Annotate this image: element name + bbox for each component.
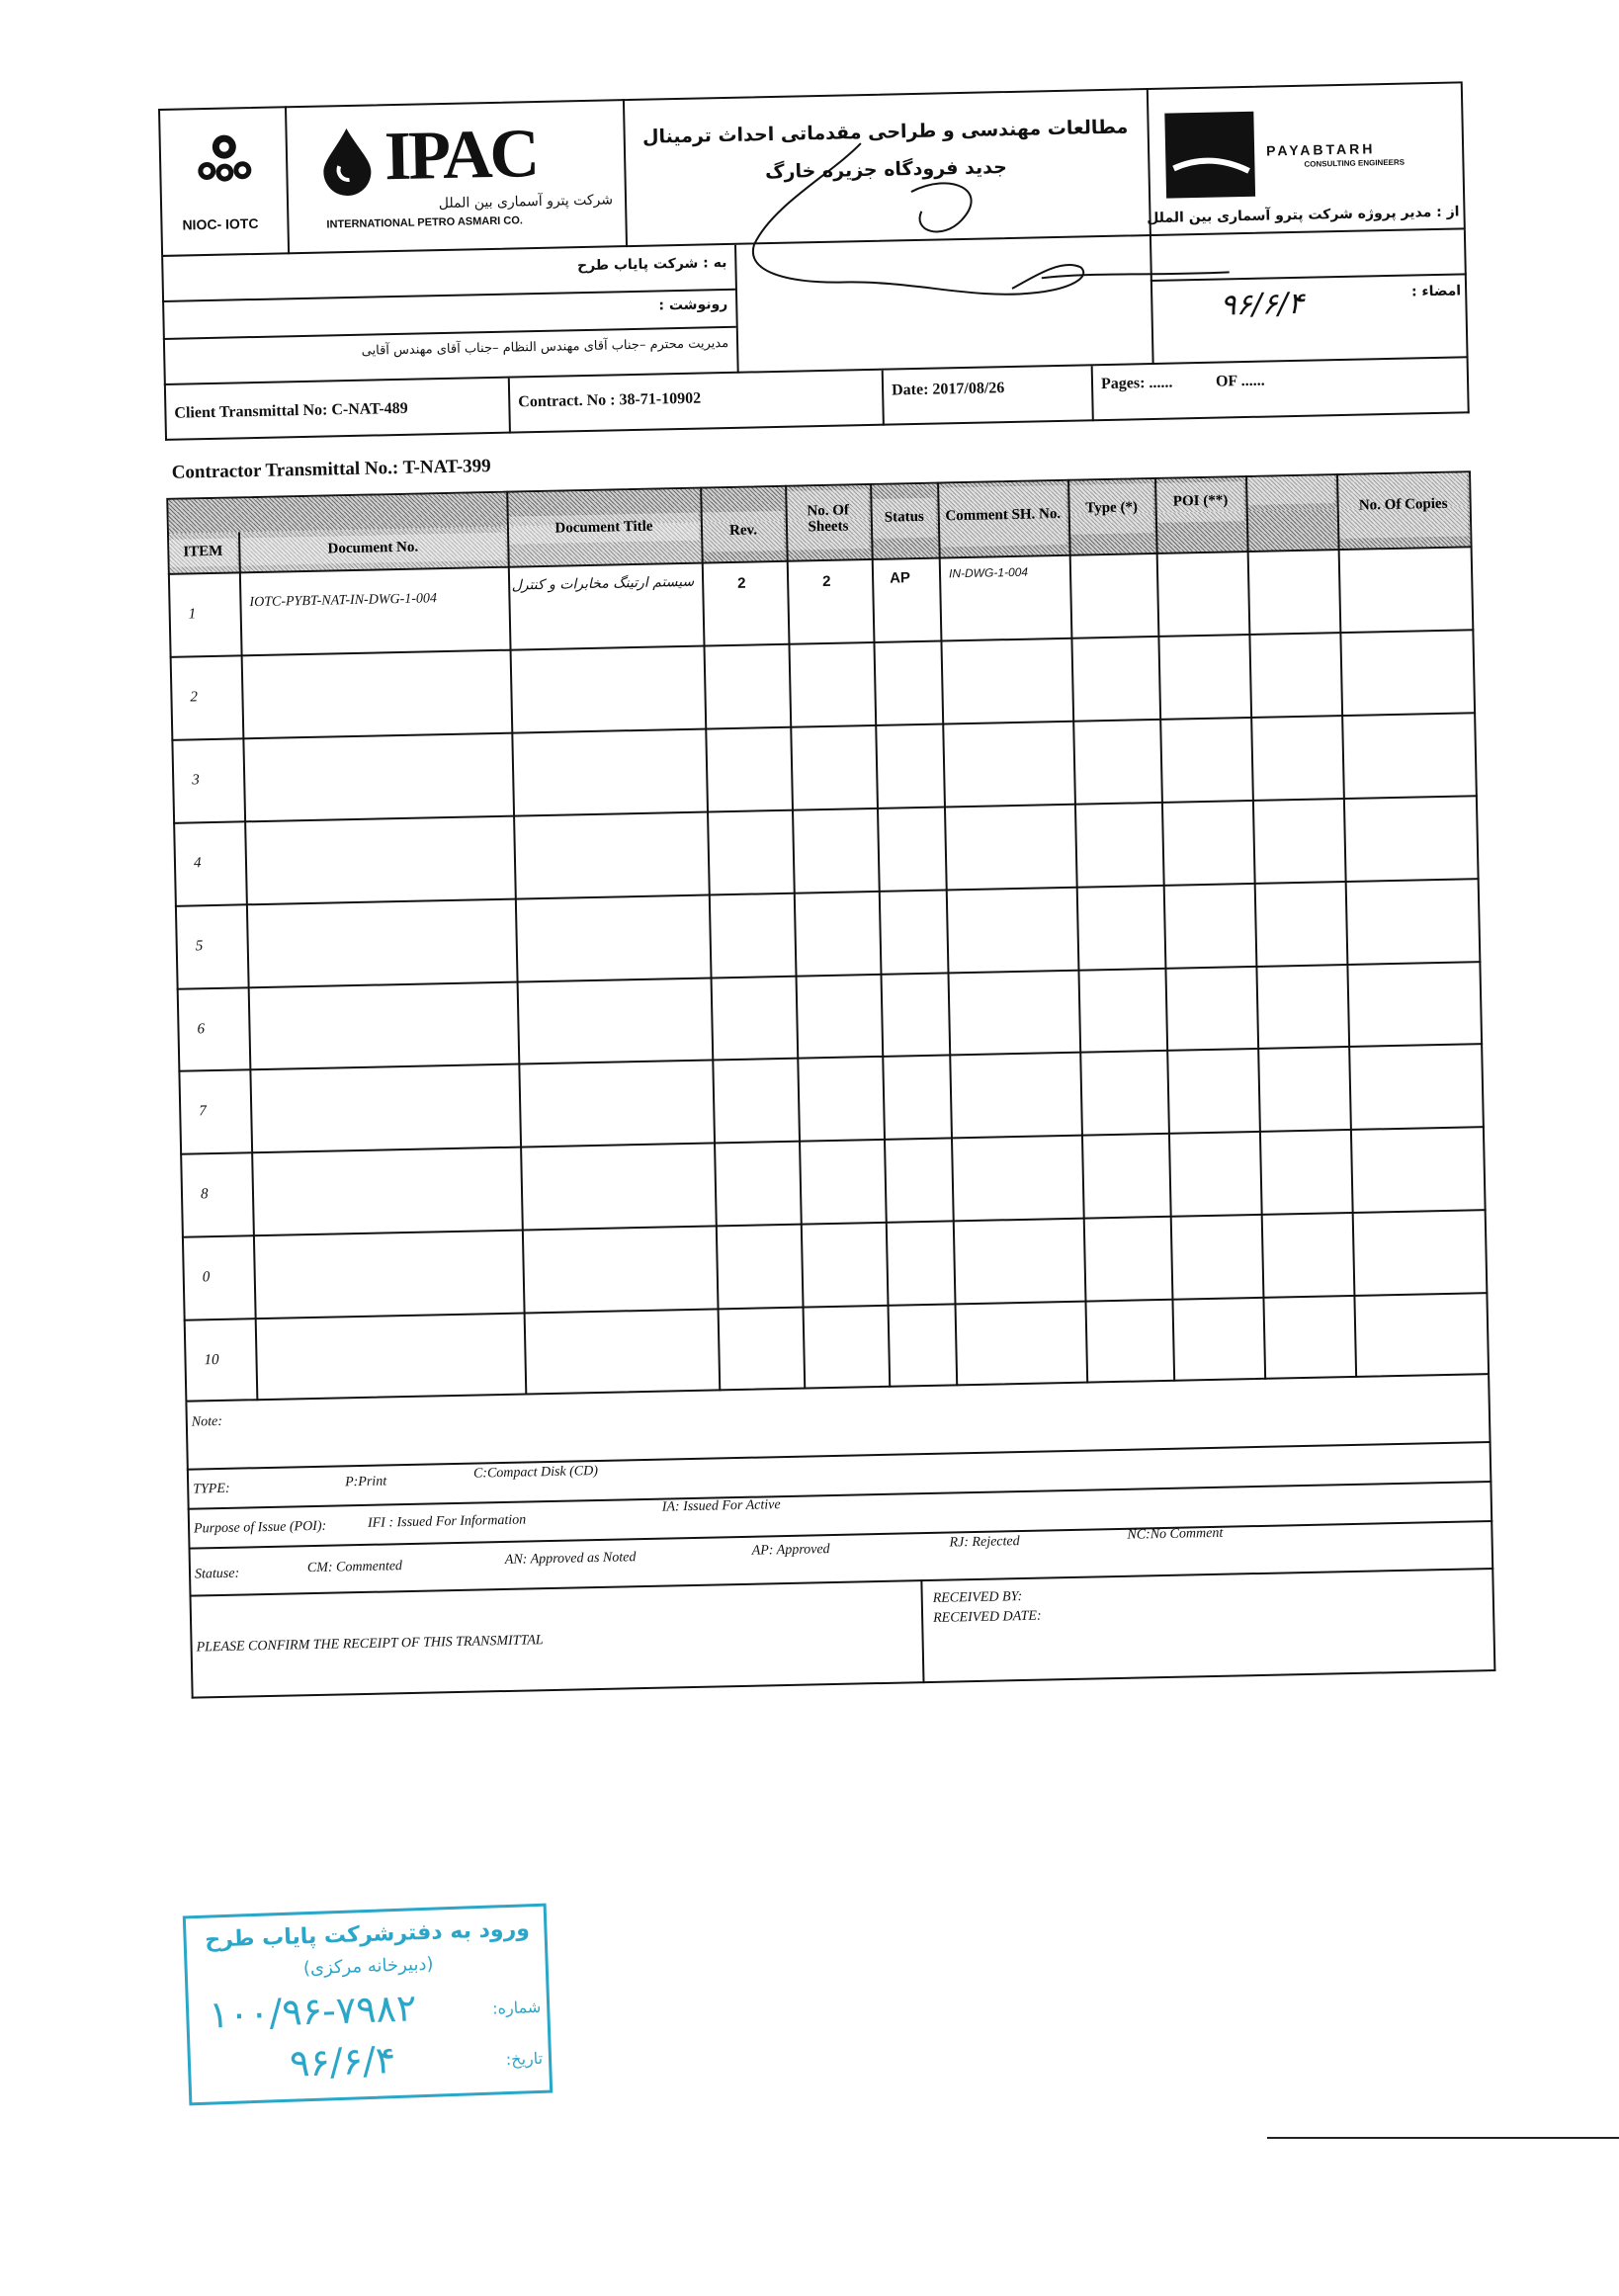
item-cell: 0 (202, 1269, 211, 1286)
type-cd: C:Compact Disk (CD) (472, 1463, 599, 1482)
contract-no: Contract. No : 38-71-10902 (518, 389, 702, 411)
item-cell: 4 (193, 854, 202, 872)
received-by: RECEIVED BY: (932, 1589, 1023, 1606)
note-label: Note: (191, 1413, 223, 1430)
to-field: به : شرکت پایاب طرح (576, 254, 727, 275)
signature-field: امضاء : (1410, 283, 1462, 300)
header-type: Type (*) (1069, 483, 1153, 535)
document-title-cell (532, 1320, 710, 1324)
item-cell: 8 (200, 1186, 209, 1203)
sheets-cell: 2 (821, 572, 831, 591)
status-rj: RJ: Rejected (949, 1534, 1020, 1551)
item-cell: 5 (195, 937, 204, 954)
item-cell: 7 (199, 1103, 207, 1120)
client-transmittal-no: Client Transmittal No: C-NAT-489 (174, 399, 408, 422)
poi-label: Purpose of Issue (POI): (193, 1518, 327, 1537)
document-title-cell (525, 988, 703, 992)
item-cell: 6 (197, 1020, 206, 1037)
document-title-cell (528, 1154, 706, 1158)
item-cell: 3 (192, 772, 200, 789)
cc-field: رونوشت : (658, 296, 728, 314)
contractor-transmittal-no: Contractor Transmittal No.: T-NAT-399 (171, 456, 491, 483)
from-field: از : مدیر پروژه شرکت پترو آسماری بین الملل (1147, 204, 1460, 227)
item-cell: 2 (190, 689, 199, 706)
type-print: P:Print (344, 1474, 387, 1490)
header-no-of-copies: No. Of Copies (1338, 472, 1468, 539)
document-title-cell (523, 905, 701, 909)
ipac-fa-name: شرکت پترو آسماری بین الملل (438, 192, 614, 213)
pages-field: Pages: ...... (1100, 374, 1173, 393)
stamp-date-label: تاریخ: (505, 2048, 544, 2070)
stamp-number-label: شماره: (491, 1997, 542, 2018)
poi-ia: IA: Issued For Active (661, 1497, 781, 1515)
received-date: RECEIVED DATE: (933, 1608, 1042, 1626)
header-placeholder (1247, 475, 1335, 505)
status-label: Statuse: (194, 1566, 240, 1582)
header-rev: Rev. (703, 511, 785, 553)
ipac-en-name: INTERNATIONAL PETRO ASMARI CO. (326, 214, 524, 231)
stamp-title: ورود به دفترشرکت پایاب طرح (204, 1916, 531, 1953)
rev-cell: 2 (737, 574, 746, 592)
payabtarh-sub: CONSULTING ENGINEERS (1304, 157, 1406, 169)
status-cm: CM: Commented (306, 1559, 403, 1576)
registration-stamp (183, 1904, 553, 2106)
comment-sh-cell: IN-DWG-1-004 (948, 564, 1029, 581)
pages-of-field: OF ...... (1215, 372, 1265, 390)
document-title-cell (527, 1071, 705, 1075)
type-label: TYPE: (193, 1481, 230, 1497)
header-document-title: Document Title (509, 513, 700, 545)
cc-detail: مدیریت محترم –جناب آقای مهندس النظام –جناب آقای مهندس آقایی (361, 335, 729, 359)
document-title-cell: سیستم ارتینگ مخابرات و کنترل (511, 573, 695, 594)
nioc-label: NIOC- IOTC (182, 214, 259, 233)
status-nc: NC:No Comment (1127, 1525, 1224, 1543)
document-title-cell (520, 740, 698, 744)
status-cell: AP (889, 569, 911, 587)
project-title-line1: مطالعات مهندسی و طراحی مقدماتی احداث ترمینال (641, 116, 1129, 148)
document-title-cell (530, 1237, 708, 1241)
ipac-drop-icon (316, 126, 377, 196)
document-title-cell (518, 657, 696, 661)
status-an: AN: Approved as Noted (504, 1550, 637, 1568)
confirm-receipt: PLEASE CONFIRM THE RECEIPT OF THIS TRANSMITTAL (196, 1633, 544, 1656)
project-title-line2: جدید فرودگاه جزیره خارگ (764, 156, 1008, 184)
item-cell: 1 (188, 606, 197, 623)
ipac-logo: IPAC (383, 115, 538, 196)
header-status: Status (872, 498, 936, 539)
nioc-logo (194, 128, 254, 189)
document-no-cell: IOTC-PYBT-NAT-IN-DWG-1-004 (249, 591, 438, 611)
header-comment-sh-no: Comment SH. No. (939, 485, 1066, 548)
transmittal-date: Date: 2017/08/26 (891, 380, 1005, 399)
payabtarh-logo: PAYABTARH (1265, 140, 1376, 159)
scan-line-mark (1267, 2137, 1619, 2139)
stamp-number-value: ۱۰۰/۹۶-۷۹۸۲ (208, 1986, 418, 2037)
header-poi: POI (**) (1156, 481, 1244, 523)
stamp-subtitle: (دبیرخانه مرکزی) (302, 1953, 434, 1980)
header-item: ITEM (169, 538, 237, 566)
header-document-no: Document No. (240, 533, 506, 566)
status-ap: AP: Approved (751, 1542, 830, 1559)
document-title-cell (521, 822, 699, 826)
transmittal-sheet (158, 81, 1499, 1847)
poi-ifi: IFI : Issued For Information (367, 1512, 527, 1531)
handwritten-date: ۹۶/۶/۴ (1220, 286, 1305, 323)
handwritten-signature (713, 126, 1270, 335)
stamp-date-value: ۹۶/۶/۴ (289, 2038, 396, 2085)
header-no-of-sheets: No. Of Sheets (787, 489, 869, 551)
item-cell: 10 (204, 1352, 219, 1369)
